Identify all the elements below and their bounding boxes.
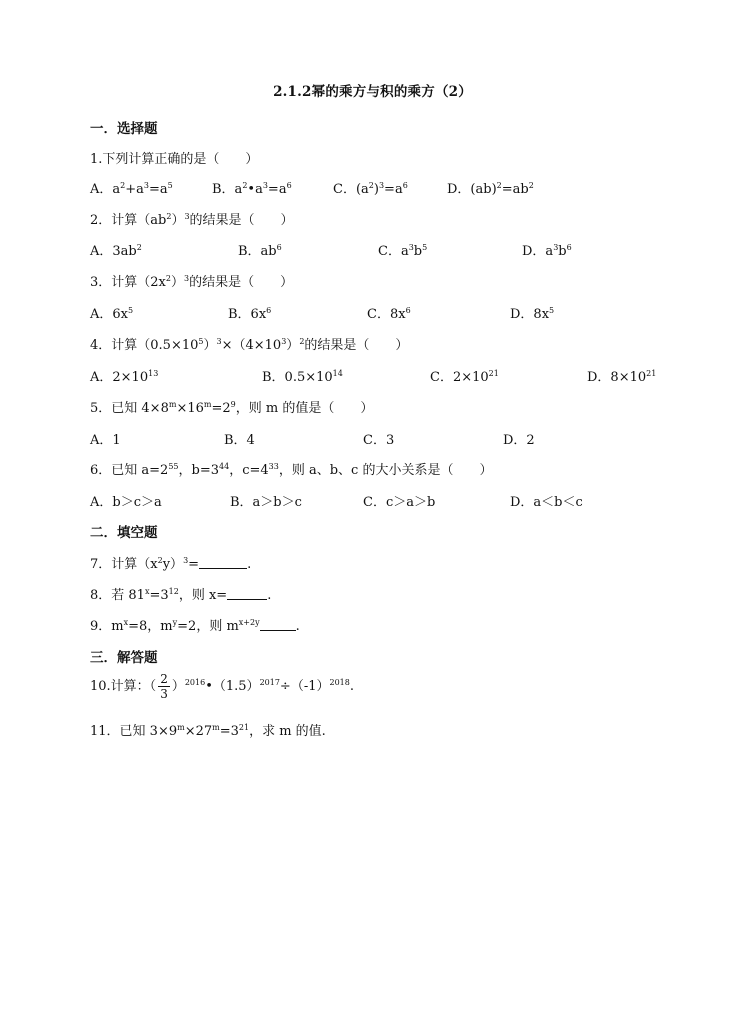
question-10: 10.计算：（ $\frac{2}{3}$ ）$^{2016}•(1.5)^{2017}\div(-1)^{2018}$. xyxy=(90,672,354,701)
section-fill-in: 二．填空题 xyxy=(90,525,158,541)
question-1: 1.下列计算正确的是（ ） xyxy=(90,152,259,167)
q5-option-b: B．4 xyxy=(224,433,255,448)
question-6: 6．已知 $a=2^{55}$，$b=3^{44}$，$c=4^{33}$，则 a、b、c 的大小关系是（ ） xyxy=(90,462,493,478)
q6-option-d: D．a＜b＜c xyxy=(510,495,583,510)
q1-option-d: D．$(ab)^2=ab^2$ xyxy=(447,181,534,197)
q3-option-d: D．$8x^5$ xyxy=(510,306,555,322)
q4-option-b: B．$0.5\times 10^{14}$ xyxy=(262,369,343,385)
answer-blank[interactable] xyxy=(227,587,267,600)
section-choice: 一．选择题 xyxy=(90,121,158,137)
q6-option-b: B．a＞b＞c xyxy=(230,495,302,510)
question-2: 2．计算$(ab^2)^3$的结果是（ ） xyxy=(90,212,294,228)
q1-option-b: B．$a^2•a^3=a^6$ xyxy=(212,181,292,197)
question-3: 3．计算$(2x^2)^3$的结果是（ ） xyxy=(90,274,294,290)
q4-option-a: A．$2\times 10^{13}$ xyxy=(90,369,159,385)
section-solve: 三．解答题 xyxy=(90,650,158,666)
fraction: $\frac{2}{3}$ xyxy=(160,672,168,701)
q2-option-d: D．$a^3b^6$ xyxy=(522,243,572,259)
question-8: 8．若 $81^x=3^{12}$，则 x= . xyxy=(90,587,272,603)
q6-option-a: A．b＞c＞a xyxy=(90,495,162,510)
q3-option-b: B．$6x^6$ xyxy=(228,306,272,322)
q5-option-a: A．1 xyxy=(90,433,121,448)
question-9: 9．$m^x=8$，$m^y=2$，则 $m^{x+2y}$ . xyxy=(90,618,300,634)
answer-blank[interactable] xyxy=(199,556,247,569)
q3-option-a: A．$6x^5$ xyxy=(90,306,134,322)
q1-option-c: C．$(a^2)^3=a^6$ xyxy=(333,181,408,197)
q5-option-d: D．2 xyxy=(503,433,535,448)
q2-option-c: C．$a^3b^5$ xyxy=(378,243,428,259)
q1-option-a: A．$a^2+a^3=a^5$ xyxy=(90,181,173,197)
question-5: 5．已知 $4\times 8^m\times 16^m=2^9$，则 m 的值是（ ） xyxy=(90,400,374,416)
q2-option-b: B．$ab^6$ xyxy=(238,243,282,259)
question-7: 7．计算$(x^2y)^3=$ . xyxy=(90,556,252,572)
q6-option-c: C．c＞a＞b xyxy=(363,495,436,510)
answer-blank[interactable] xyxy=(260,618,296,631)
question-11: 11．已知 $3\times 9^m\times 27^m=3^{21}$，求 m 的值. xyxy=(90,723,326,739)
page-title: 2.1.2幂的乘方与积的乘方（2） xyxy=(273,84,472,100)
q2-option-a: A．$3ab^2$ xyxy=(90,243,142,259)
q4-option-c: C．$2\times 10^{21}$ xyxy=(430,369,499,385)
q5-option-c: C．3 xyxy=(363,433,395,448)
question-4: 4．计算$(0.5\times 10^5)^3\times(4\times 10^3)^2$的结果是（ ） xyxy=(90,337,409,353)
q4-option-d: D．$8\times 10^{21}$ xyxy=(587,369,657,385)
q3-option-c: C．$8x^6$ xyxy=(367,306,411,322)
